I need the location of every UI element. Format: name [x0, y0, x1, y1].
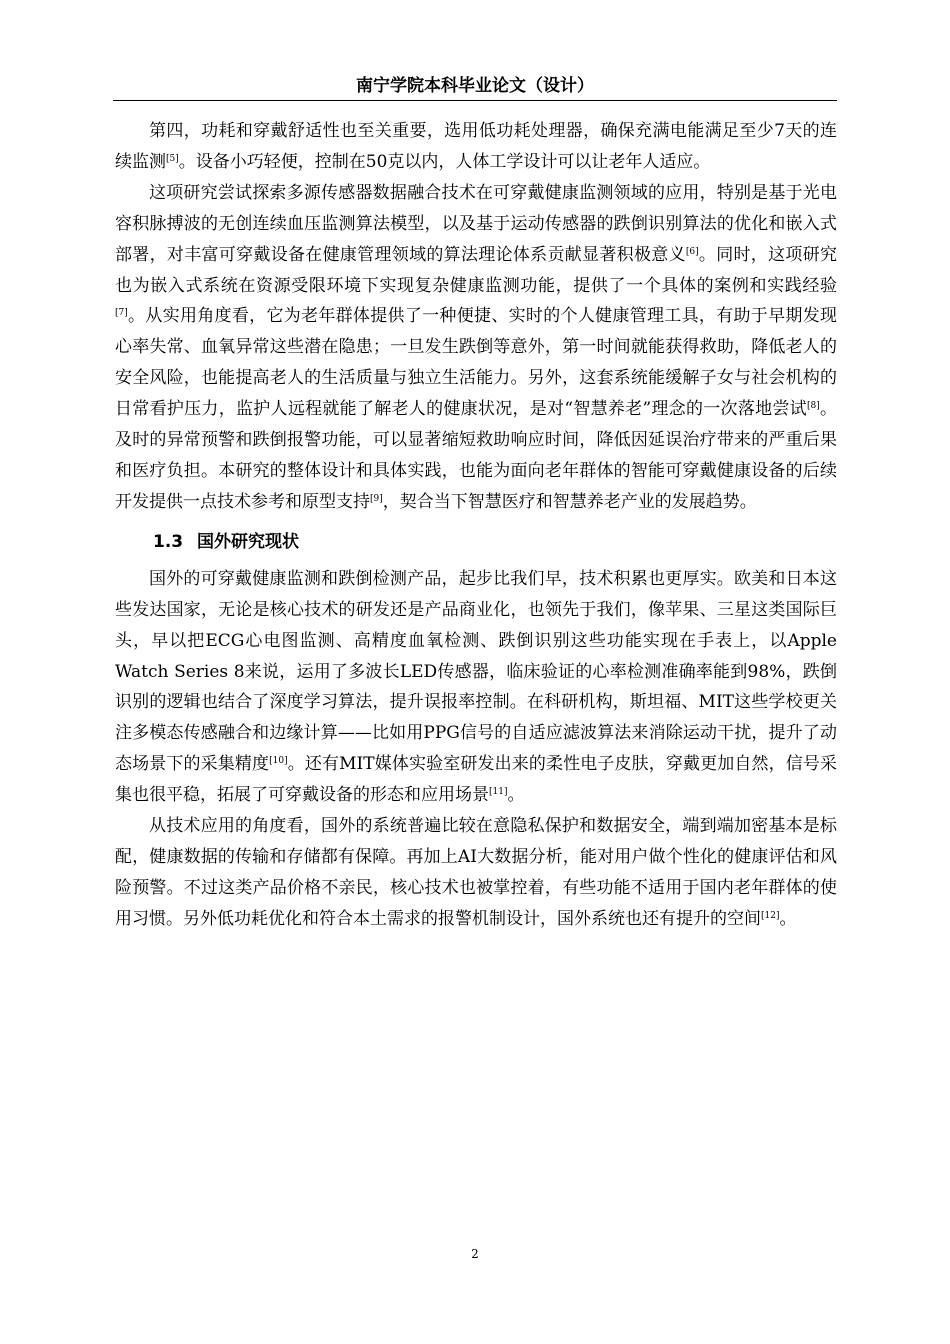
page-header	[113, 74, 837, 98]
paragraph-text: 。及时的异常预警和跌倒报警功能，可以显著缩短救助响应时间，降低因延误治疗带来的严重后果和医疗负担。本研究的整体设计和具体实践，也能为面向老年群体的智能可穿戴健康设备的后续开发提供一点技术参考和原型支持	[115, 399, 838, 512]
paragraph	[115, 564, 837, 811]
citation-ref: [7]	[115, 308, 128, 319]
section-heading	[115, 527, 837, 557]
paragraph	[115, 811, 837, 935]
paragraph-text: 这项研究尝试探索多源传感器数据融合技术在可穿戴健康监测领域的应用，特别是基于光电容积脉搏波的无创连续血压监测算法模型，以及基于运动传感器的跌倒识别算法的优化和嵌入式部署，对丰富可穿戴设备在健康管理领域的算法理论体系贡献显著积极意义	[115, 182, 837, 265]
page-number: 2	[471, 1247, 479, 1261]
paragraph-text: 第四，功耗和穿戴舒适性也至关重要，选用低功耗处理器，确保充满电能满足至少7天的连续监测	[115, 121, 837, 172]
header-title: 南宁学院本科毕业论文（设计）	[356, 76, 594, 96]
citation-ref: [11]	[489, 787, 508, 798]
citation-ref: [6]	[685, 246, 699, 257]
paragraph-text: 。还有MIT媒体实验室研发出来的柔性电子皮肤，穿戴更加自然，信号采集也很平稳，拓展了可穿戴设备的形态和应用场景	[115, 754, 837, 806]
paragraph-text: 。同时，这项研究也为嵌入式系统在资源受限环境下实现复杂健康监测功能，提供了一个具体的案例和实践经验	[115, 244, 837, 296]
paragraph-text: 。从实用角度看，它为老年群体提供了一种便捷、实时的个人健康管理工具，有助于早期发现心率失常、血氧异常这些潜在隐患；一旦发生跌倒等意外，第一时间就能获得救助，降低老人的安全风险，也能提高老人的生活质量与独立生活能力。另外，这套系统能缓解子女与社会机构的日常看护压力，监护人远程就能了解老人的健康状况，是对“智慧养老”理念的一次落地尝试	[115, 306, 837, 420]
document-body	[115, 116, 837, 935]
citation-ref: [12]	[761, 910, 780, 921]
citation-ref: [8]	[806, 401, 820, 412]
section-title: 国外研究现状	[197, 531, 300, 552]
paragraph	[115, 178, 837, 518]
intro-paragraphs	[115, 116, 837, 518]
citation-ref: [9]	[370, 493, 383, 504]
citation-ref: [10]	[269, 756, 288, 767]
section-number: 1.3	[153, 531, 184, 552]
paragraph-text: 。	[779, 908, 797, 929]
paragraph-text: 。设备小巧轻便，控制在50克以内，人体工学设计可以让老年人适应。	[178, 151, 711, 172]
paragraph	[115, 116, 837, 178]
paragraph-text: 。	[507, 785, 525, 806]
section-paragraphs	[115, 564, 837, 935]
citation-ref: [5]	[166, 153, 179, 164]
paragraph-text: ，契合当下智慧医疗和智慧养老产业的发展趋势。	[382, 491, 757, 512]
paragraph-text: 国外的可穿戴健康监测和跌倒检测产品，起步比我们早，技术积累也更厚实。欧美和日本这些发达国家，无论是核心技术的研发还是产品商业化，也领先于我们，像苹果、三星这类国际巨头，早以把ECG心电图监测、高精度血氧检测、跌倒识别这些功能实现在手表上，以Apple Watch Series 8来说，运用了多波长LED传感器，临床验证的心率检测准确率能到98%，跌倒识别的逻辑也结合了深度学习算法，提升误报率控制。在科研机构，斯坦福、MIT这些学校更关注多模态传感融合和边缘计算——比如用PPG信号的自适应滤波算法来消除运动干扰，提升了动态场景下的采集精度	[115, 568, 837, 775]
paragraph-text: 从技术应用的角度看，国外的系统普遍比较在意隐私保护和数据安全，端到端加密基本是标配，健康数据的传输和存储都有保障。再加上AI大数据分析，能对用户做个性化的健康评估和风险预警。不过这类产品价格不亲民，核心技术也被掌控着，有些功能不适用于国内老年群体的使用习惯。另外低功耗优化和符合本土需求的报警机制设计，国外系统也还有提升的空间	[115, 816, 837, 929]
header-rule	[113, 100, 837, 101]
